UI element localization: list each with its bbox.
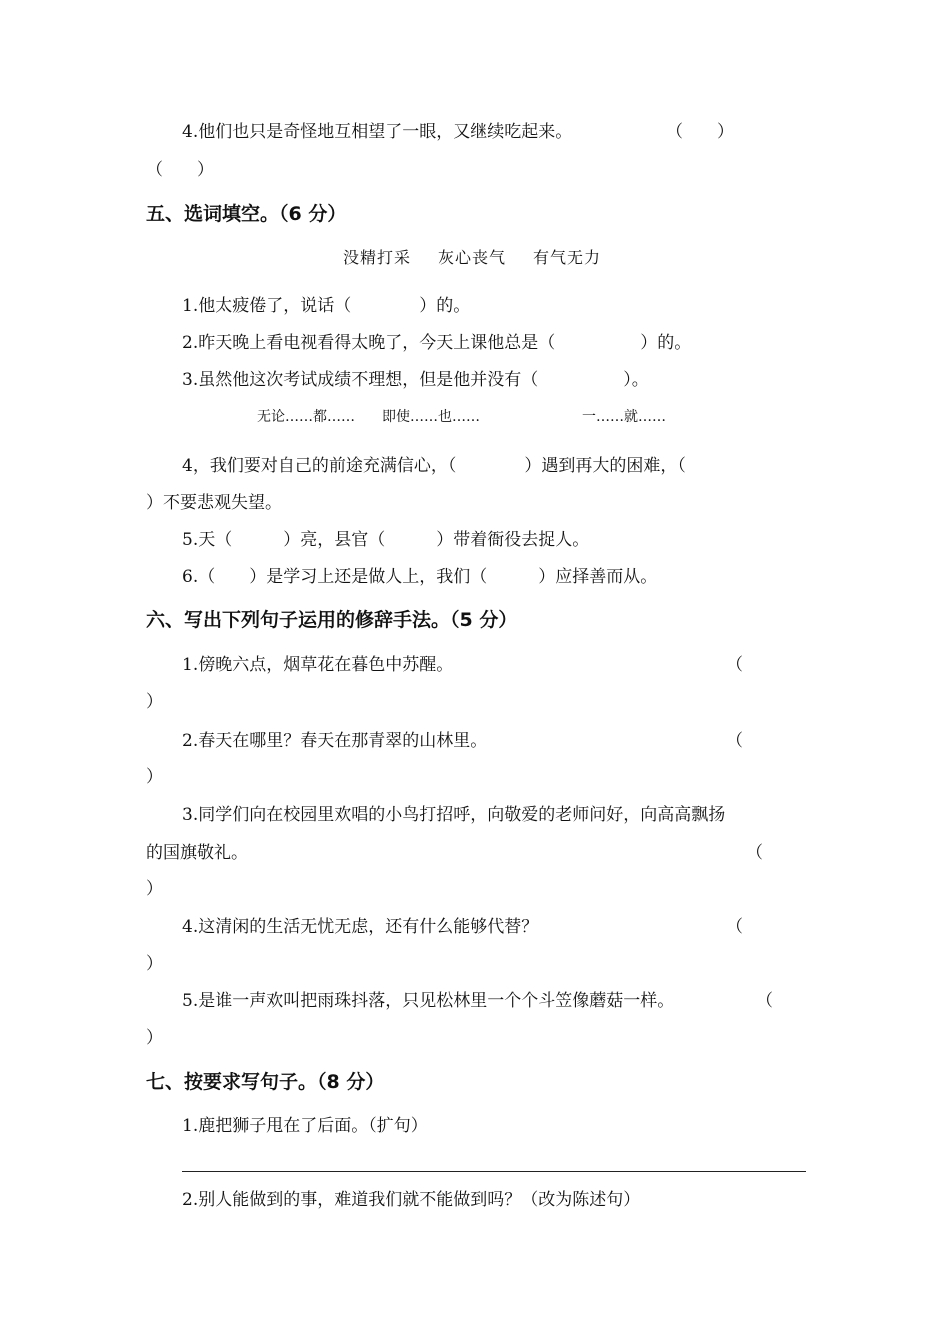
q4-item4-text: 4.他们也只是奇怪地互相望了一眼，又继续吃起来。 [182,122,573,142]
s5-item-5: 5.天（ ）亮，县官（ ）带着衙役去捉人。 [182,530,590,550]
s5-item-1: 1.他太疲倦了，说话（ ）的。 [182,296,471,316]
s7-item-1-answer-line[interactable] [182,1171,806,1172]
s6-item-1: 1.傍晚六点，烟草花在暮色中苏醒。 [182,655,454,675]
s6-item-3-line1: 3.同学们向在校园里欢唱的小鸟打招呼，向敬爱的老师问好，向高高飘扬 [182,805,726,825]
s6-item-4-paren-open[interactable]: （ [726,917,743,937]
q4-item4-answer-paren-2[interactable]: （ ） [146,160,214,180]
s5-item-6: 6.（ ）是学习上还是做人上，我们（ ）应择善而从。 [182,567,658,587]
s5-item-4-line1: 4，我们要对自己的前途充满信心，（ ）遇到再大的困难，（ [182,456,686,476]
s6-item-2: 2.春天在哪里？春天在那青翠的山林里。 [182,731,488,751]
conjunction-2: 即使……也…… [382,409,480,425]
s7-item-1: 1.鹿把狮子甩在了后面。（扩句） [182,1116,428,1136]
word-bank-1: 没精打采 [343,248,412,267]
word-bank-2: 灰心丧气 [438,248,507,267]
s6-item-1-paren-open[interactable]: （ [726,655,743,675]
s5-item-2: 2.昨天晚上看电视看得太晚了，今天上课他总是（ ）的。 [182,333,692,353]
s5-item-3: 3.虽然他这次考试成绩不理想，但是他并没有（ ）。 [182,370,649,390]
s6-item-1-paren-close: ） [146,692,163,712]
section-7-heading: 七、按要求写句子。（8 分） [146,1071,385,1093]
s6-item-5: 5.是谁一声欢叫把雨珠抖落，只见松林里一个个斗笠像蘑菇一样。 [182,991,675,1011]
s6-item-4-paren-close: ） [146,954,163,974]
s5-item-4-line2: ）不要悲观失望。 [146,493,282,513]
s7-item-2: 2.别人能做到的事，难道我们就不能做到吗？（改为陈述句） [182,1190,641,1210]
s6-item-2-paren-close: ） [146,767,163,787]
s6-item-5-paren-close: ） [146,1028,163,1048]
section-5-heading: 五、选词填空。（6 分） [146,203,347,225]
s6-item-2-paren-open[interactable]: （ [726,731,743,751]
word-bank-3: 有气无力 [533,248,602,267]
conjunction-1: 无论……都…… [257,409,355,425]
s6-item-3-line2: 的国旗敬礼。 [146,843,248,863]
section-6-heading: 六、写出下列句子运用的修辞手法。（5 分） [146,609,518,631]
s6-item-3-paren-close: ） [146,879,163,899]
s6-item-5-paren-open[interactable]: （ [756,991,773,1011]
s6-item-3-paren-open[interactable]: （ [746,843,763,863]
q4-item4-answer-paren[interactable]: （ ） [666,122,734,142]
s6-item-4: 4.这清闲的生活无忧无虑，还有什么能够代替？ [182,917,539,937]
conjunction-3: 一……就…… [582,409,666,425]
